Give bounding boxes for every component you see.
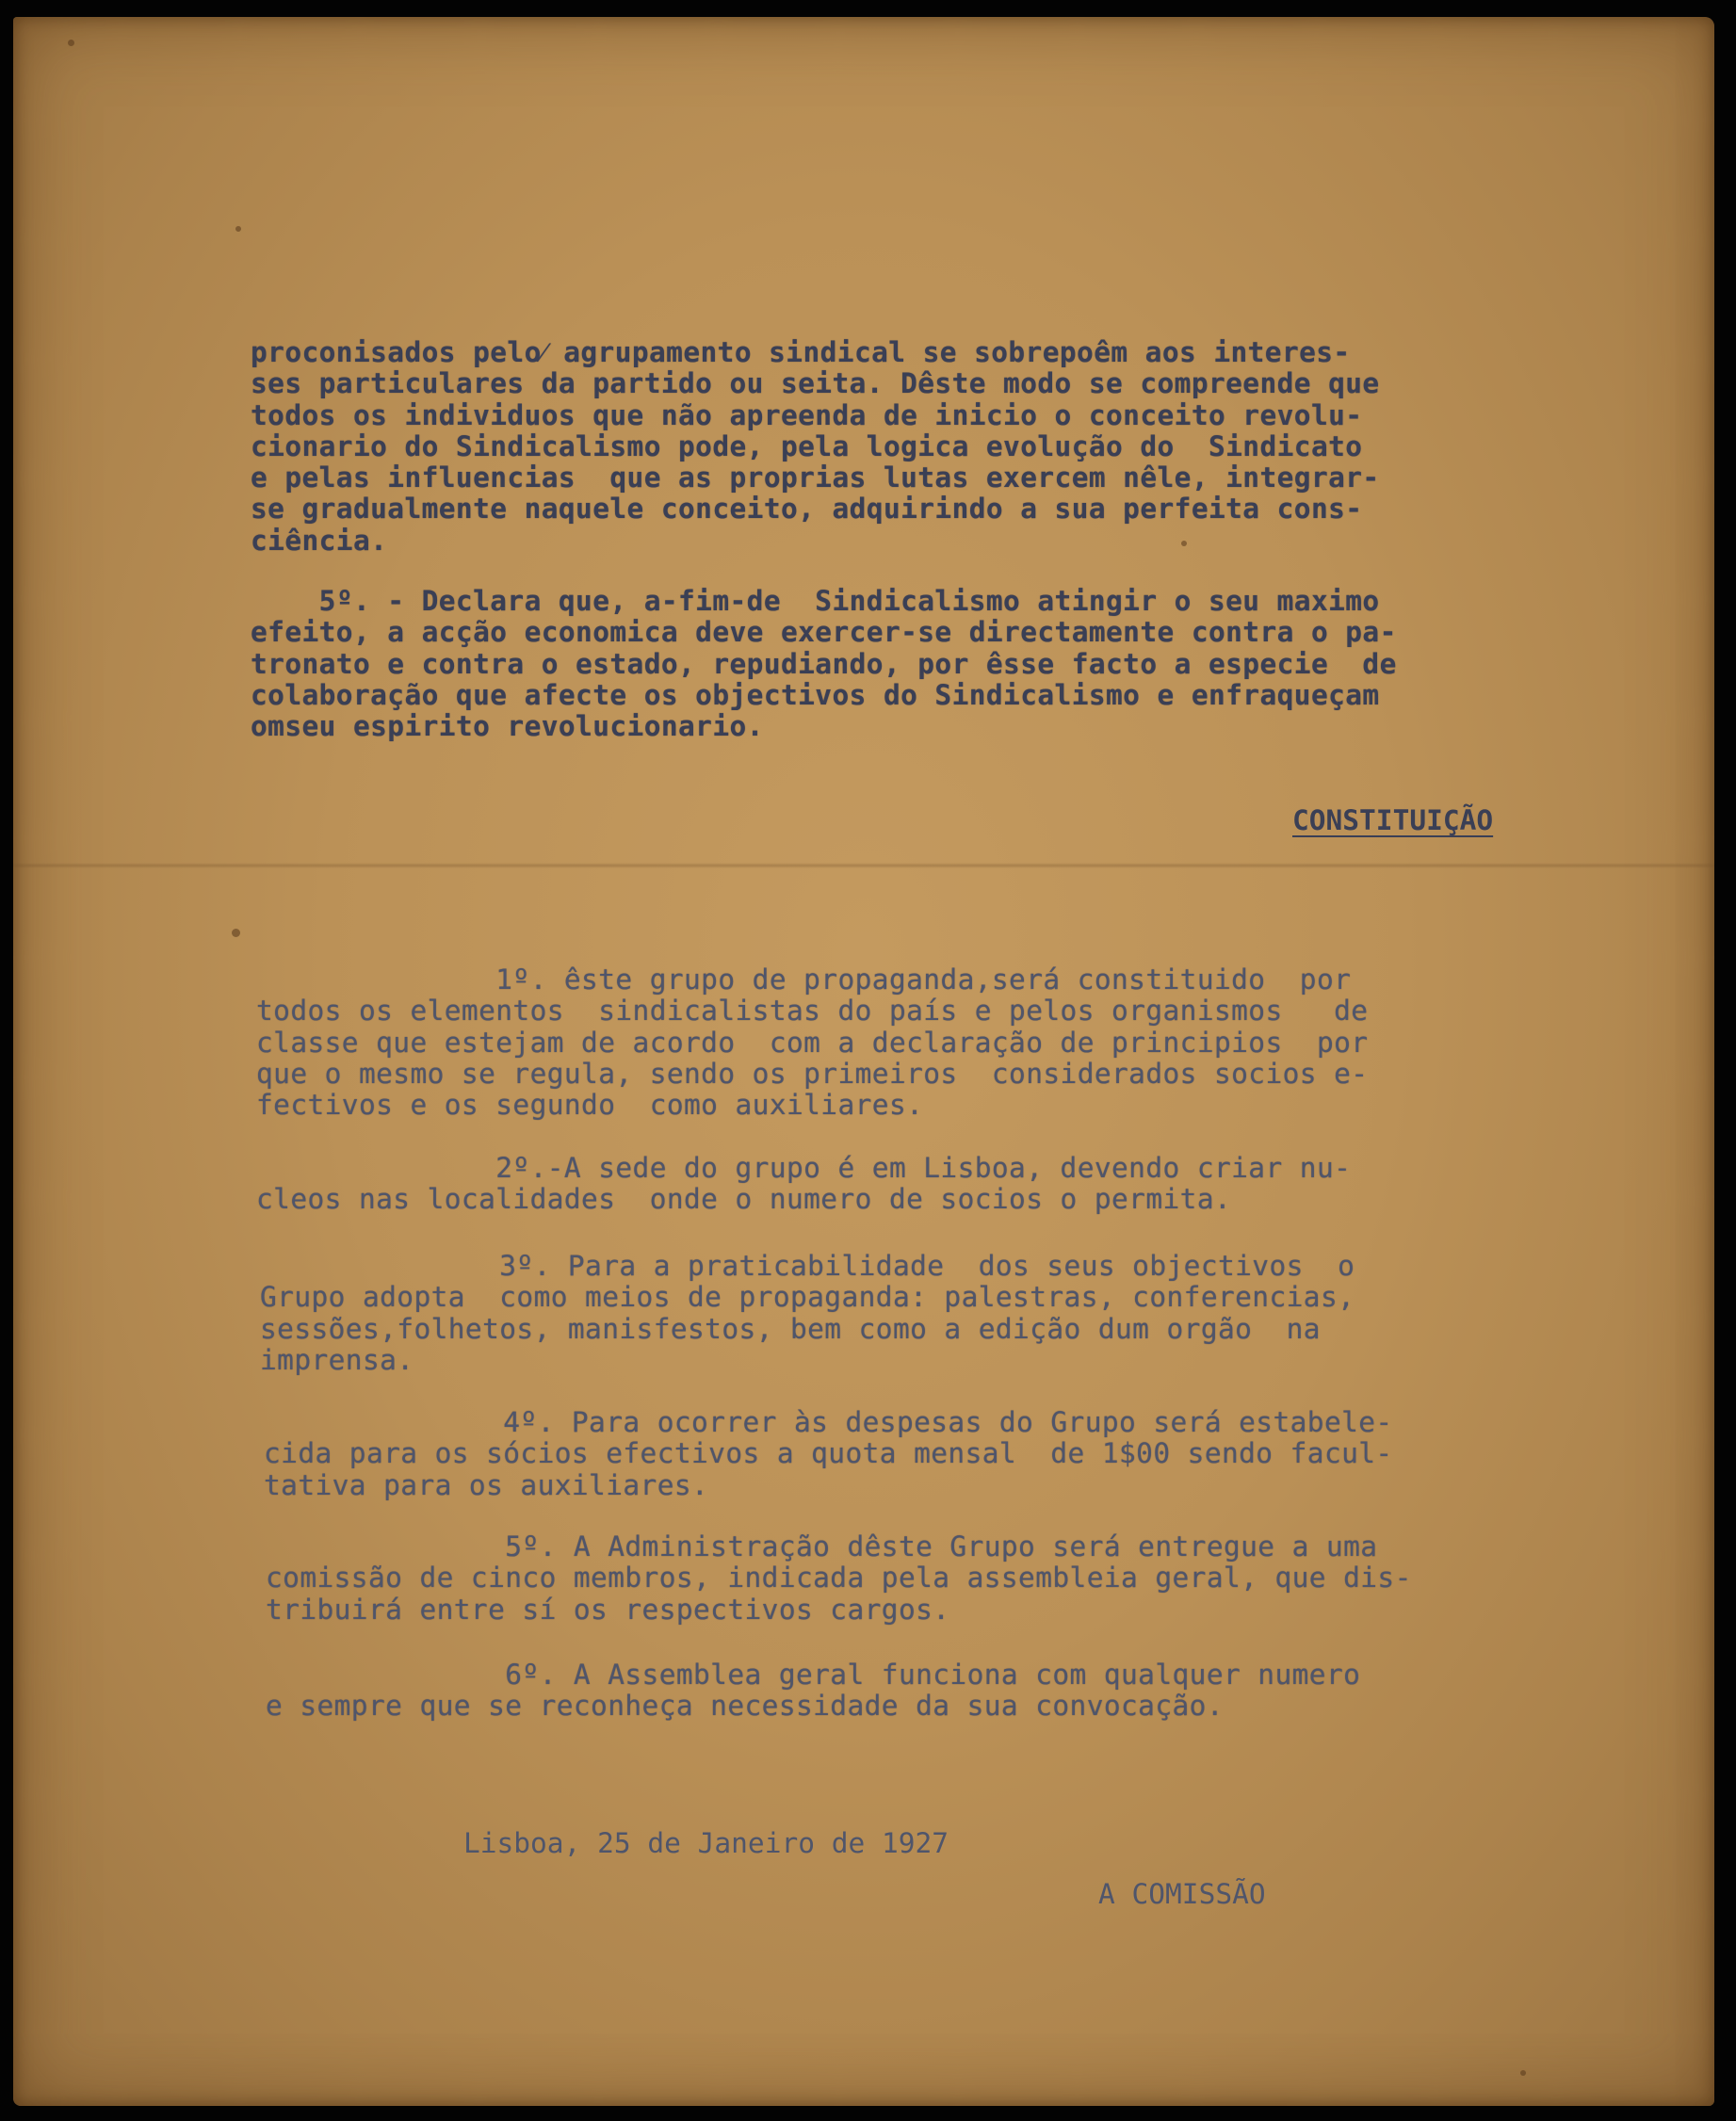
clause-4: 4º. Para ocorrer às despesas do Grupo será estabele- cida para os sócios efectivos a quota mensal de 1$00 sendo facul- tativa para os auxiliares. [264,1406,1393,1501]
paragraph-5: 5º. - Declara que, a-fim-de Sindicalismo atingir o seu maximo efeito, a acção economica deve exercer-se directamente contra o pa- tronato e contra o estado, repudiando, por êsse facto a especie de colaboração que afecte os objectivos do Sindicalismo e enfraqueçam omseu espirito revolucionario. [251,585,1397,743]
paper-fold [13,863,1714,868]
clause-3: 3º. Para a praticabilidade dos seus objectivos o Grupo adopta como meios de propaganda: palestras, conferencias, sessões,folhetos, manisfestos, bem como a edição dum orgão na imprensa. [260,1250,1355,1376]
clause-1: 1º. êste grupo de propaganda,será constituido por todos os elementos sindicalistas do país e pelos organismos de classe que estejam de acordo com a declaração de principios por que o mesmo se regula, sendo os primeiros considerados socios e- fectivos e os segundo como auxiliares. [256,963,1369,1122]
signature: A COMISSÃO [1098,1878,1266,1910]
date-line: Lisboa, 25 de Janeiro de 1927 [463,1827,949,1859]
constitution-heading: CONSTITUIÇÃO [1292,804,1494,836]
paragraph-top: proconisados pelo⁄ agrupamento sindical se sobrepoêm aos interes- ses particulares da partido ou seita. Dêste modo se compreende que todos os individuos que não apreenda de inicio o conceito revolu- cionario do Sindicalismo pode, pela logica evolução do Sindicato e pelas influencias que as proprias lutas exercem nêle, integrar- se gradualmente naquele conceito, adquirindo a sua perfeita cons- ciência. [251,336,1380,557]
stain-mark [235,226,241,232]
stain-mark [232,929,240,937]
clause-6: 6º. A Assemblea geral funciona com qualquer numero e sempre que se reconheça necessidade da sua convocação. [266,1659,1361,1723]
stain-mark [68,40,74,46]
clause-5: 5º. A Administração dêste Grupo será entregue a uma comissão de cinco membros, indicada pela assembleia geral, que dis- tribuirá entre sí os respectivos cargos. [266,1530,1412,1626]
stain-mark [1520,2070,1526,2076]
clause-2: 2º.-A sede do grupo é em Lisboa, devendo criar nu- cleos nas localidades onde o numero de socios o permita. [256,1152,1352,1216]
